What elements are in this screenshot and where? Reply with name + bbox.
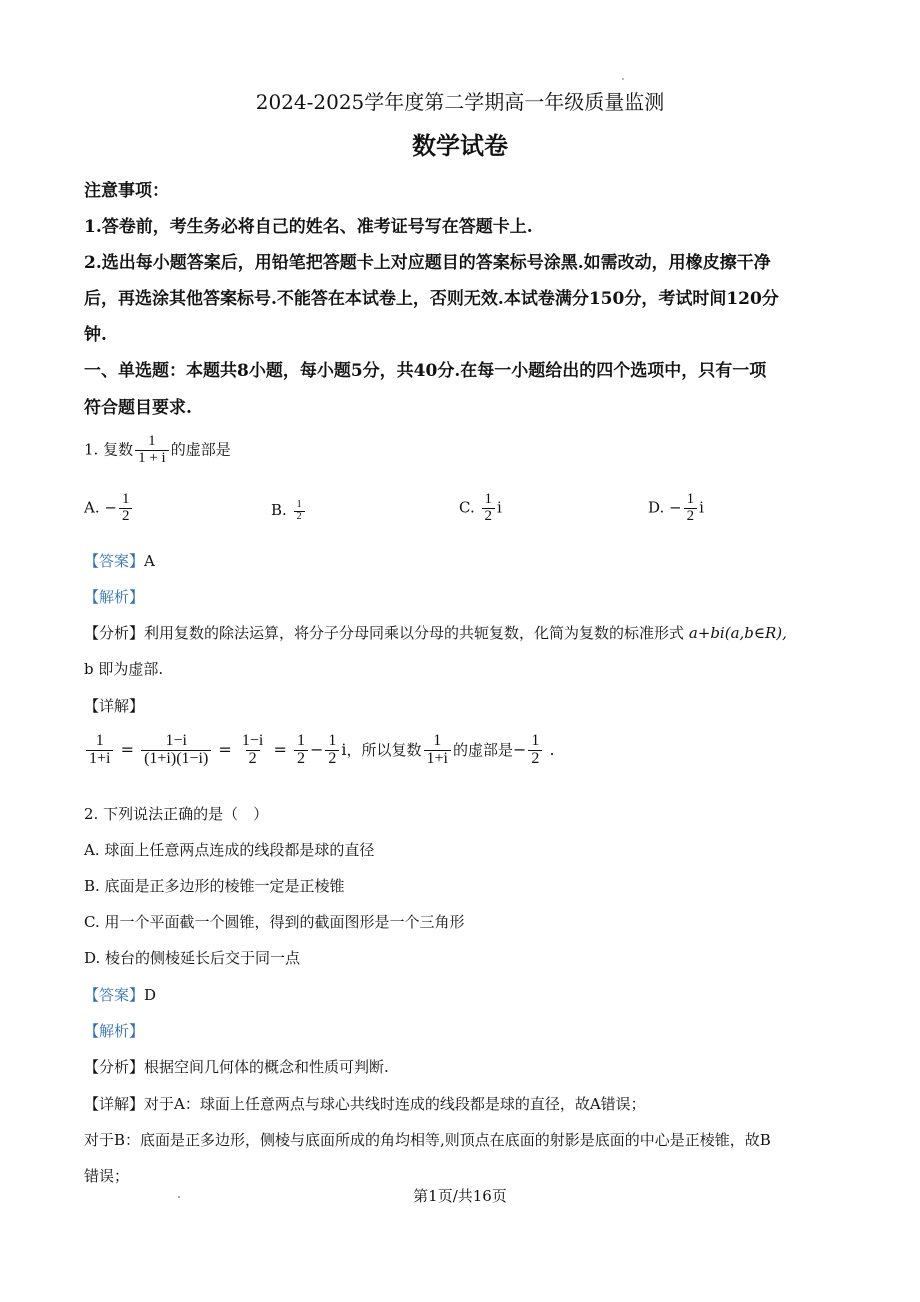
option-d-label: D. [648,498,665,517]
fenxi-formula: a+bi(a,b∈R), [688,624,787,642]
eq-sign-1: = [120,739,134,759]
eq-text-2: 的虚部是 [452,740,513,759]
q1-stem [84,434,231,467]
q1-frac-num: 1 [148,433,156,449]
eq-frac-1 [86,733,113,768]
option-d-den: 2 [684,508,698,525]
option-c-num: 1 [484,491,492,507]
q1-option-a [84,492,134,525]
option-c-label: C. [459,498,475,517]
exam-subject: 数学试卷 [412,131,508,160]
eq-f2-den: (1+i)(1−i) [141,750,211,768]
q1-option-c [459,492,502,525]
option-d-sign: − [669,498,682,517]
eq-f7-num: 1 [531,732,540,749]
q2-detail-b-line1: 对于B：底面是正多边形，侧棱与底面所成的角均相等,则顶点在底面的射影是底面的中心是正棱锥，故B [84,1131,771,1149]
q2-detail-a [84,1093,646,1114]
option-b-frac [294,500,305,522]
eq-f3-den: 2 [246,750,260,768]
answer-value: A [144,552,155,570]
notice-heading: 注意事项： [84,181,169,201]
q1-analysis-tag: 【解析】 [84,588,145,606]
fenxi-text: 利用复数的除法运算，将分子分母同乘以分母的共轭复数，化简为复数的标准形式 [144,624,685,642]
eq-f5-num: 1 [328,732,337,749]
q1-fenxi [84,622,787,643]
q2-fenxi [84,1056,389,1077]
q1-suffix: 的虚部是 [170,440,231,459]
eq-f6-den: 1+i [424,750,451,768]
option-c-unit: i [497,498,502,517]
option-d-unit: i [699,498,704,517]
notice-item-1: 1.答卷前，考生务必将自己的姓名、准考证号写在答题卡上. [84,217,533,237]
answer-value: D [144,986,157,1004]
option-b-label: B. [271,501,287,519]
detail-tag: 【详解】 [84,1095,145,1113]
q1-answer [84,550,155,571]
eq-f7-den: 2 [528,750,542,768]
option-a-label: A. [84,498,100,517]
option-a-frac [119,492,133,525]
eq-f2-num: 1−i [165,732,187,749]
q2-option-a: A. 球面上任意两点连成的线段都是球的直径 [84,841,375,859]
q2-detail-b-line2: 错误； [84,1167,130,1185]
section-heading-line2: 符合题目要求. [84,398,192,418]
eq-sign-2: = [218,739,232,759]
option-c-den: 2 [482,508,496,525]
q2-analysis-tag: 【解析】 [84,1022,145,1040]
eq-f1-num: 1 [95,732,104,749]
q1-fenxi-line2: b 即为虚部. [84,660,164,678]
eq-unit: i [341,739,347,759]
eq-sign-3: = [273,739,287,759]
q1-option-d [648,492,704,525]
q1-option-b [271,500,307,522]
eq-frac-5 [325,733,339,768]
eq-frac-2 [141,733,211,768]
answer-tag: 【答案】 [84,986,145,1004]
fenxi-tag: 【分析】 [84,1058,145,1076]
option-d-num: 1 [686,491,695,507]
q1-solution-equation [84,733,555,768]
eq-f7-sign: − [513,739,527,759]
exam-title: 2024-2025学年度第二学期高一年级质量监测 [255,90,665,114]
page-number: 第1页/共16页 [413,1187,507,1205]
eq-frac-7 [528,733,542,768]
q1-detail-tag: 【详解】 [84,697,145,715]
q2-option-d: D. 棱台的侧棱延长后交于同一点 [84,949,301,967]
detail-a-text: 对于A：球面上任意两点与球心共线时连成的线段都是球的直径，故A错误； [144,1095,646,1113]
fenxi-text: 根据空间几何体的概念和性质可判断. [144,1058,389,1076]
option-a-den: 2 [119,508,133,525]
q1-prefix: 1. 复数 [84,440,134,459]
scan-dot [622,78,624,80]
eq-frac-3 [239,733,266,768]
eq-f6-num: 1 [433,732,442,749]
eq-frac-4 [294,733,308,768]
notice-item-2-line3: 钟. [84,325,107,345]
eq-frac-6 [424,733,451,768]
notice-item-2-line2: 后，再选涂其他答案标号.不能答在本试卷上，否则无效.本试卷满分150分，考试时间120分 [84,289,779,309]
answer-tag: 【答案】 [84,552,145,570]
eq-f4-num: 1 [296,732,305,749]
eq-minus: − [309,739,324,759]
q2-answer [84,984,156,1005]
eq-f3-num: 1−i [241,732,264,749]
option-a-sign: − [104,498,117,517]
q2-option-b: B. 底面是正多边形的棱锥一定是正棱锥 [84,877,345,895]
option-c-frac [482,492,496,525]
q2-stem: 2. 下列说法正确的是（ ） [84,805,269,823]
eq-end: . [549,739,555,759]
notice-item-2-line1: 2.选出每小题答案后，用铅笔把答题卡上对应题目的答案标号涂黑.如需改动，用橡皮擦干净 [84,253,771,273]
q1-fraction [135,434,169,467]
eq-f1-den: 1+i [86,750,113,768]
fenxi-tag: 【分析】 [84,624,145,642]
q1-frac-den: 1 + i [135,450,169,467]
option-b-den: 2 [294,511,305,523]
option-b-num: 1 [296,499,302,510]
section-heading-line1: 一、单选题：本题共8小题，每小题5分，共40分.在每一小题给出的四个选项中，只有一项 [84,361,767,381]
option-a-num: 1 [121,491,130,507]
q2-option-c: C. 用一个平面截一个圆锥，得到的截面图形是一个三角形 [84,913,465,931]
eq-f5-den: 2 [325,750,339,768]
eq-text-1: ，所以复数 [346,740,422,759]
option-d-frac [684,492,698,525]
eq-f4-den: 2 [294,750,308,768]
